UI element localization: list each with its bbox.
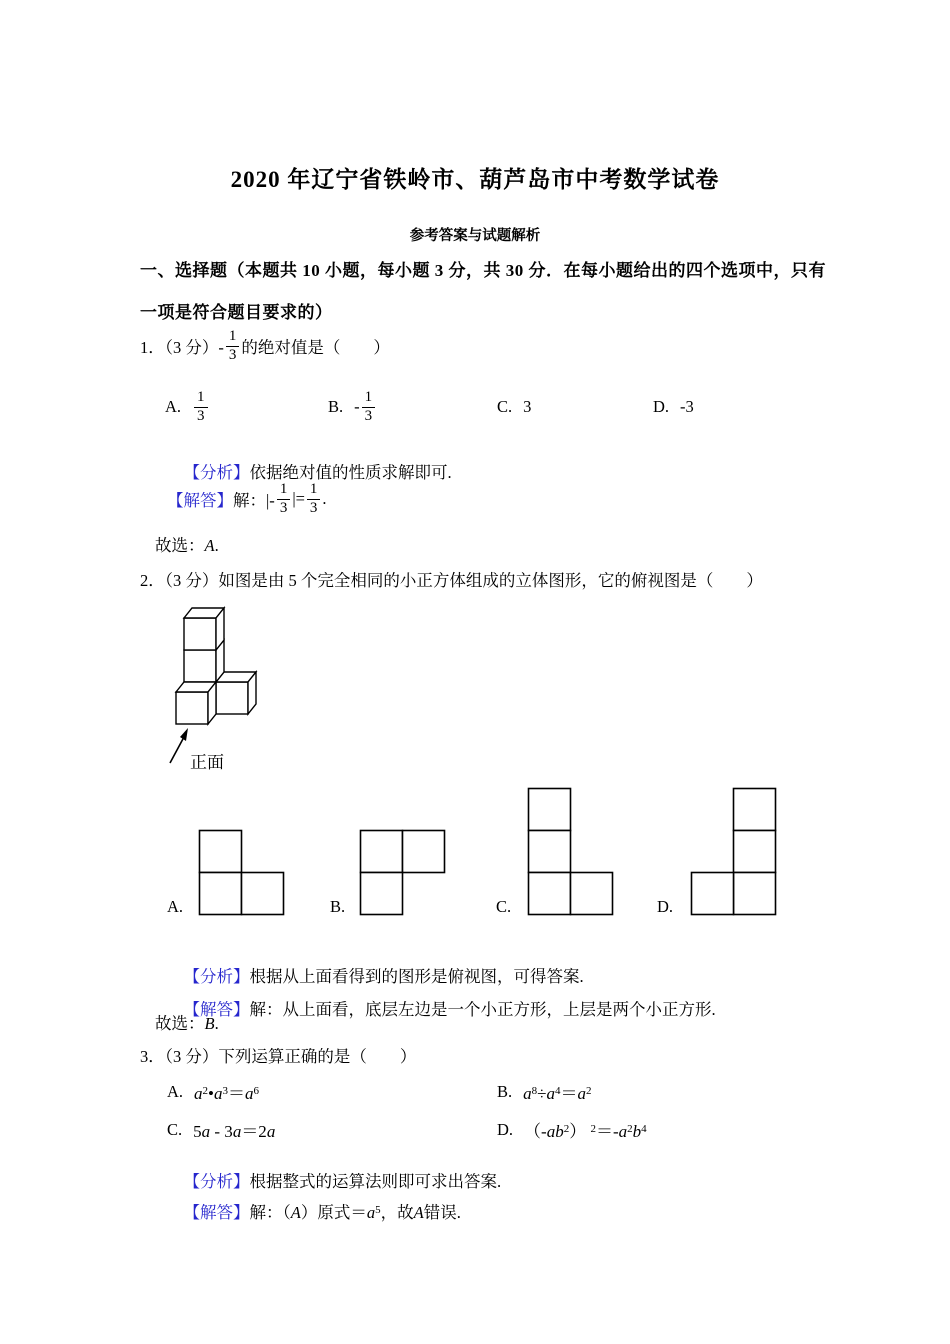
q3-option-b-formula: $a^8\div a^4=a^2$	[523, 1084, 592, 1103]
q2-option-d-label: D.	[657, 897, 674, 916]
q1-answer-fraction2: $\frac{1}{3}$	[307, 482, 321, 517]
q3-answer-text: 解：（A）原式$=a^5$，故A错误.	[249, 1203, 461, 1222]
cube-front-left-front-face	[176, 692, 208, 724]
q1-answer-part2: |=	[292, 489, 305, 508]
q1-option-b-minus: -	[354, 397, 360, 416]
q3-option-d-formula: $(-ab^2)$ $^2=-a^2b^4$	[524, 1122, 647, 1141]
q3-answer	[167, 1184, 461, 1241]
q2-option-b-grid	[359, 829, 446, 916]
q3-option-d-label: D.	[497, 1119, 514, 1139]
q1-option-d-label: D.	[653, 397, 670, 416]
q1-stem-fraction: $\frac{1}{3}$	[226, 329, 240, 364]
page-subtitle: 参考答案与试题解析	[409, 228, 541, 244]
q3-option-a-formula: $a^2•a^3=a^6$	[194, 1084, 259, 1103]
cube-column-middle-front-face	[184, 650, 216, 682]
answer-tag: 【解答】	[183, 1203, 250, 1222]
q3-option-b	[497, 1079, 591, 1104]
q1-option-a	[165, 388, 210, 426]
q2-option-b-label: B.	[330, 897, 346, 916]
q2-stem: 2．（3 分）如图是由 5 个完全相同的小正方体组成的立体图形，它的俯视图是（ ）	[140, 571, 763, 590]
q1-analysis-text: 依据绝对值的性质求解即可.	[249, 463, 452, 482]
q1-option-d	[653, 388, 694, 426]
q1-answer-period: .	[322, 489, 327, 508]
cube-stack-figure	[160, 600, 270, 780]
q1-option-a-label: A.	[165, 397, 182, 416]
analysis-tag: 【分析】	[183, 967, 250, 986]
q3-analysis-text: 根据整式的运算法则即可求出答案.	[249, 1172, 502, 1191]
q2-analysis-text: 根据从上面看得到的图形是俯视图，可得答案.	[249, 967, 584, 986]
page-title: 2020 年辽宁省铁岭市、葫芦岛市中考数学试卷	[230, 167, 720, 192]
q2-answer-text: 解：从上面看，底层左边是一个小正方形，上层是两个小正方形.	[249, 1000, 716, 1019]
q3-option-c	[167, 1117, 275, 1142]
q1-option-a-fraction: $\frac{1}{3}$	[194, 390, 208, 425]
section-heading-line1: 一、选择题（本题共 10 小题，每小题 3 分，共 30 分．在每小题给出的四个选项中，只有	[140, 261, 826, 280]
q2-option-c-label: C.	[496, 897, 512, 916]
q1-answer	[167, 478, 327, 520]
q1-answer-part1: 解：|-	[233, 491, 275, 510]
q3-stem: 3．（3 分）下列运算正确的是（ ）	[140, 1047, 417, 1066]
q1-option-c-value: 3	[523, 397, 532, 416]
answer-tag: 【解答】	[167, 491, 233, 510]
q3-option-d	[497, 1117, 647, 1142]
q1-option-d-value: -3	[680, 397, 694, 416]
q3-option-a	[167, 1079, 259, 1104]
q2-conclusion: 故选：B.	[155, 1014, 219, 1033]
front-direction-arrow-icon	[170, 728, 188, 763]
q1-stem-prefix: 1．（3 分）-	[140, 338, 224, 357]
analysis-tag: 【分析】	[183, 463, 250, 482]
q2-option-a-grid	[198, 829, 285, 916]
q1-answer-fraction1: $\frac{1}{3}$	[277, 482, 291, 517]
q1-stem-suffix: 的绝对值是（ ）	[241, 338, 390, 357]
q1-stem	[140, 326, 390, 366]
cube-column-top-front-face	[184, 618, 216, 650]
cube-back-right-front-face	[216, 682, 248, 714]
q1-conclusion: 故选：A.	[155, 536, 219, 555]
q1-option-b	[328, 388, 377, 426]
q3-option-c-formula: 5a - 3a＝2a	[193, 1122, 276, 1141]
answer-tag: 【解答】	[183, 1000, 250, 1019]
analysis-tag: 【分析】	[183, 1172, 250, 1191]
q3-option-a-label: A.	[167, 1081, 184, 1101]
front-face-label: 正面	[190, 753, 224, 772]
q3-option-c-label: C.	[167, 1119, 183, 1139]
q1-option-b-fraction: $\frac{1}{3}$	[362, 390, 376, 425]
q1-option-c	[497, 388, 531, 426]
q1-option-c-label: C.	[497, 397, 513, 416]
q2-option-c-grid	[527, 787, 614, 916]
q3-option-b-label: B.	[497, 1081, 513, 1101]
q1-option-b-label: B.	[328, 397, 344, 416]
q2-option-d-grid	[690, 787, 777, 916]
section-heading-line2: 一项是符合题目要求的）	[140, 303, 333, 322]
q2-option-a-label: A.	[167, 897, 184, 916]
q2-answer	[167, 981, 716, 1038]
